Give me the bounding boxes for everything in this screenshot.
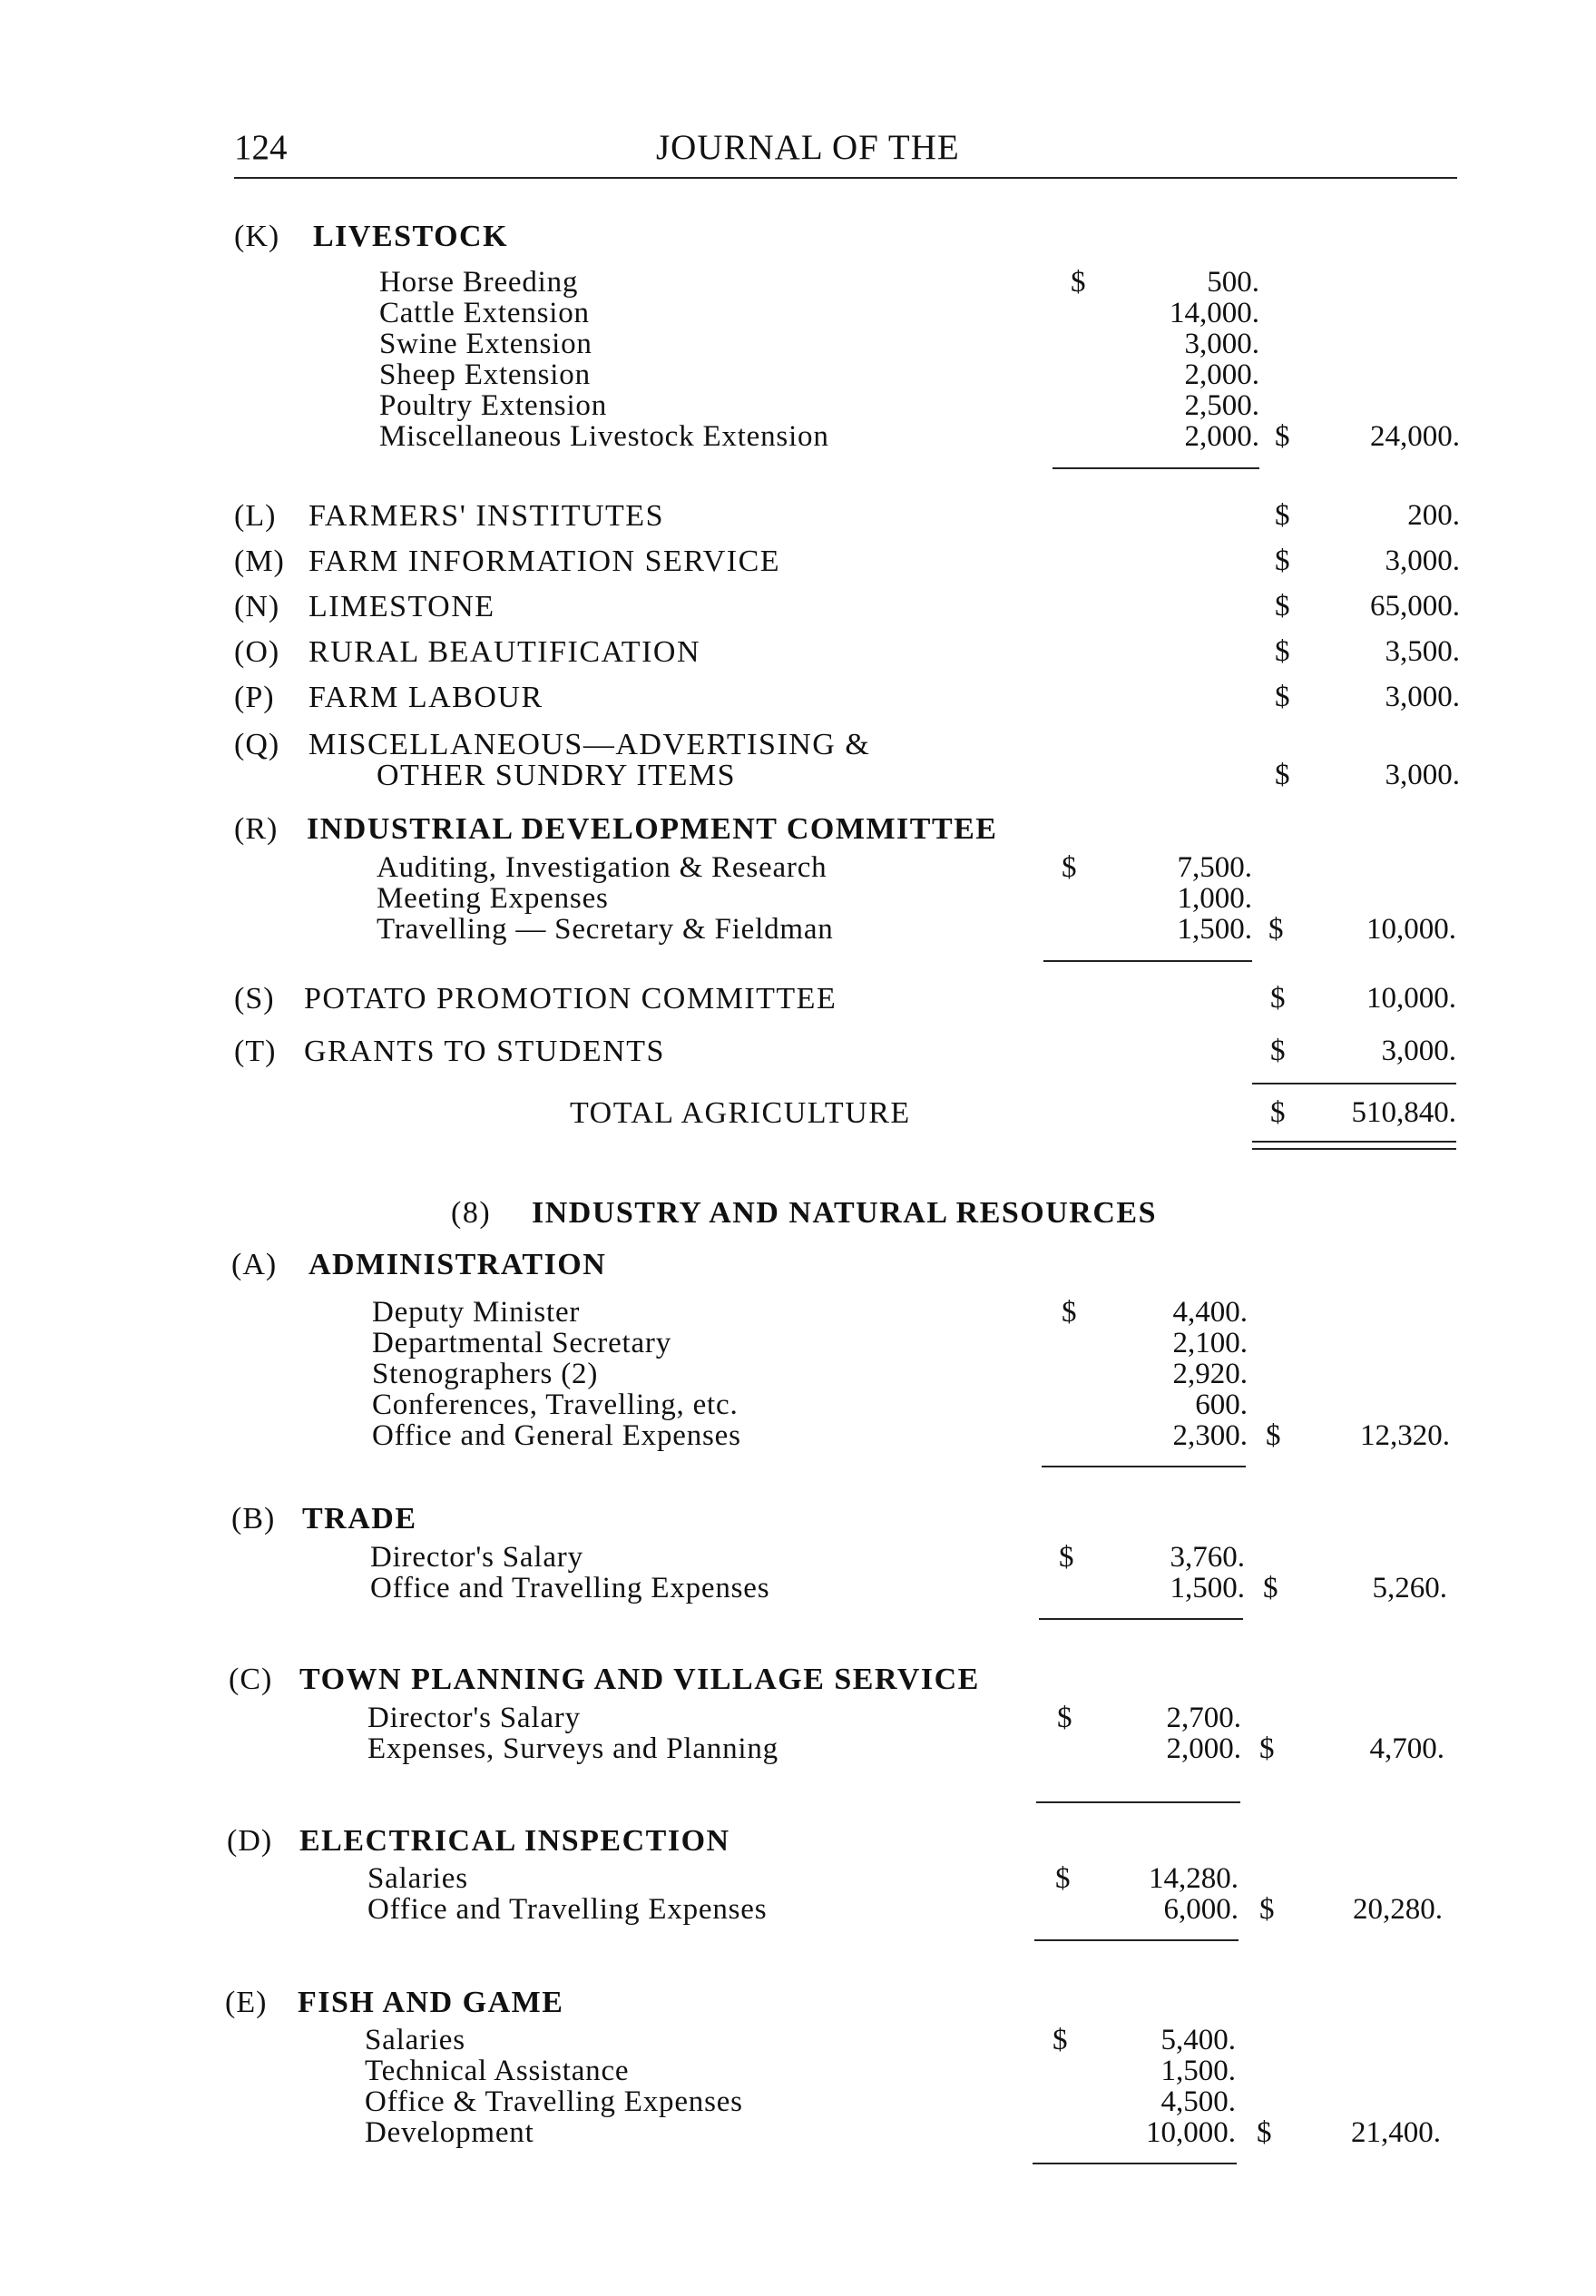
total-dollar-sign: $ xyxy=(1259,1893,1275,1926)
section-total: 3,500. xyxy=(1385,635,1460,668)
line-item-amount: 10,000. xyxy=(1146,2116,1236,2149)
subtotal-rule xyxy=(1039,1618,1243,1620)
line-item-amount: 500. xyxy=(1207,266,1259,299)
total-dollar-sign: $ xyxy=(1275,499,1290,532)
section-letter-c: (C) xyxy=(229,1663,273,1696)
line-item-amount: 1,500. xyxy=(1177,913,1252,946)
line-item-label: Horse Breeding xyxy=(379,266,579,299)
line-item-label: Office and Travelling Expenses xyxy=(370,1572,770,1604)
section-letter-n: (N) xyxy=(234,590,280,623)
total-dollar-sign: $ xyxy=(1275,545,1290,577)
total-dollar-sign: $ xyxy=(1266,1419,1281,1452)
line-item-amount: 2,300. xyxy=(1172,1419,1248,1452)
line-item-amount: 3,000. xyxy=(1184,328,1259,360)
page-header xyxy=(234,127,1457,174)
section-title-industrial-development: INDUSTRIAL DEVELOPMENT COMMITTEE xyxy=(307,812,998,846)
line-item-amount: 7,500. xyxy=(1177,851,1252,884)
line-item-amount: 2,920. xyxy=(1172,1358,1248,1390)
line-item-label: Director's Salary xyxy=(370,1541,583,1574)
line-item-amount: 2,000. xyxy=(1184,420,1259,453)
header-rule xyxy=(234,177,1457,179)
line-item-label: Director's Salary xyxy=(367,1702,581,1734)
line-item-amount: 3,760. xyxy=(1170,1541,1245,1574)
section-title-farm-information-service: FARM INFORMATION SERVICE xyxy=(308,545,781,578)
section-total: 20,280. xyxy=(1353,1893,1443,1926)
section-title-limestone: LIMESTONE xyxy=(308,590,495,623)
line-item-label: Stenographers (2) xyxy=(372,1358,599,1390)
dollar-sign: $ xyxy=(1059,1541,1074,1574)
line-item-label: Miscellaneous Livestock Extension xyxy=(379,420,829,453)
section-total: 10,000. xyxy=(1366,982,1456,1015)
section-letter-p: (P) xyxy=(234,681,275,714)
section-letter-o: (O) xyxy=(234,635,280,669)
section-total: 200. xyxy=(1407,499,1460,532)
section-title-trade: TRADE xyxy=(302,1502,417,1536)
dollar-sign: $ xyxy=(1055,1862,1071,1895)
line-item-label: Departmental Secretary xyxy=(372,1327,672,1359)
section-total: 12,320. xyxy=(1360,1419,1450,1452)
section-title-miscellaneous: MISCELLANEOUS—ADVERTISING & xyxy=(308,728,871,761)
line-item-label: Conferences, Travelling, etc. xyxy=(372,1388,739,1421)
running-title: JOURNAL OF THE xyxy=(656,128,960,167)
total-dollar-sign: $ xyxy=(1275,681,1290,713)
section-total: 21,400. xyxy=(1351,2116,1441,2149)
double-rule-top xyxy=(1252,1141,1456,1143)
section-letter-q: (Q) xyxy=(234,728,280,761)
section-title-town-planning: TOWN PLANNING AND VILLAGE SERVICE xyxy=(299,1663,980,1696)
grand-total-amount: 510,840. xyxy=(1351,1096,1456,1129)
section-letter-d: (D) xyxy=(227,1824,273,1858)
line-item-amount: 1,500. xyxy=(1160,2055,1236,2087)
section-title-farmers-institutes: FARMERS' INSTITUTES xyxy=(308,499,664,533)
section-title-fish-and-game: FISH AND GAME xyxy=(298,1986,564,2019)
section-total: 3,000. xyxy=(1385,759,1460,791)
section-total: 3,000. xyxy=(1385,545,1460,577)
subtotal-rule xyxy=(1036,1801,1240,1803)
line-item-amount: 2,000. xyxy=(1166,1732,1241,1765)
subtotal-rule xyxy=(1033,2163,1237,2164)
section-letter-b: (B) xyxy=(231,1502,276,1536)
line-item-label: Development xyxy=(365,2116,534,2149)
section-title-livestock: LIVESTOCK xyxy=(313,220,509,253)
subtotal-rule xyxy=(1043,960,1252,962)
line-item-label: Meeting Expenses xyxy=(377,882,609,915)
dollar-sign: $ xyxy=(1062,1296,1077,1329)
line-item-label: Cattle Extension xyxy=(379,297,590,329)
section-title-electrical-inspection: ELECTRICAL INSPECTION xyxy=(299,1824,730,1858)
section-title-miscellaneous-line2: OTHER SUNDRY ITEMS xyxy=(377,759,736,792)
section-title-rural-beautification: RURAL BEAUTIFICATION xyxy=(308,635,701,669)
section-total: 10,000. xyxy=(1366,913,1456,946)
dollar-sign: $ xyxy=(1053,2024,1068,2056)
total-dollar-sign: $ xyxy=(1263,1572,1278,1604)
line-item-label: Expenses, Surveys and Planning xyxy=(367,1732,778,1765)
total-dollar-sign: $ xyxy=(1275,635,1290,668)
section-letter-m: (M) xyxy=(234,545,285,578)
section-letter-l: (L) xyxy=(234,499,277,533)
section-title-farm-labour: FARM LABOUR xyxy=(308,681,543,714)
line-item-label: Poultry Extension xyxy=(379,389,608,422)
total-rule xyxy=(1252,1083,1456,1084)
dollar-sign: $ xyxy=(1057,1702,1072,1734)
section-title-administration: ADMINISTRATION xyxy=(308,1248,607,1281)
total-dollar-sign: $ xyxy=(1259,1732,1275,1765)
line-item-amount: 2,100. xyxy=(1172,1327,1248,1359)
section-title-grants-to-students: GRANTS TO STUDENTS xyxy=(304,1035,665,1068)
line-item-label: Office and General Expenses xyxy=(372,1419,741,1452)
total-dollar-sign: $ xyxy=(1270,982,1286,1015)
subtotal-rule xyxy=(1053,467,1259,469)
section-letter-k: (K) xyxy=(234,220,280,253)
section-letter-t: (T) xyxy=(234,1035,277,1068)
section-letter-r: (R) xyxy=(234,812,279,846)
line-item-amount: 14,000. xyxy=(1170,297,1259,329)
section-heading: INDUSTRY AND NATURAL RESOURCES xyxy=(532,1196,1157,1230)
grand-total-label: TOTAL AGRICULTURE xyxy=(570,1096,911,1130)
section-total: 4,700. xyxy=(1369,1732,1444,1765)
total-dollar-sign: $ xyxy=(1270,1035,1286,1067)
section-total: 65,000. xyxy=(1370,590,1460,623)
line-item-label: Technical Assistance xyxy=(365,2055,630,2087)
section-total: 24,000. xyxy=(1370,420,1460,453)
line-item-amount: 2,500. xyxy=(1184,389,1259,422)
line-item-amount: 2,000. xyxy=(1184,358,1259,391)
section-number: (8) xyxy=(451,1196,492,1230)
total-dollar-sign: $ xyxy=(1268,913,1284,946)
total-dollar-sign: $ xyxy=(1275,420,1290,453)
dollar-sign: $ xyxy=(1062,851,1077,884)
section-letter-s: (S) xyxy=(234,982,275,1016)
subtotal-rule xyxy=(1034,1939,1239,1941)
line-item-amount: 600. xyxy=(1195,1388,1248,1421)
section-total: 5,260. xyxy=(1372,1572,1447,1604)
total-dollar-sign: $ xyxy=(1257,2116,1272,2149)
line-item-amount: 1,500. xyxy=(1170,1572,1245,1604)
line-item-amount: 4,500. xyxy=(1160,2085,1236,2118)
section-total: 3,000. xyxy=(1381,1035,1456,1067)
line-item-amount: 2,700. xyxy=(1166,1702,1241,1734)
line-item-amount: 4,400. xyxy=(1172,1296,1248,1329)
line-item-label: Office and Travelling Expenses xyxy=(367,1893,768,1926)
line-item-amount: 1,000. xyxy=(1177,882,1252,915)
total-dollar-sign: $ xyxy=(1270,1096,1286,1129)
subtotal-rule xyxy=(1042,1466,1246,1467)
section-title-potato-promotion: POTATO PROMOTION COMMITTEE xyxy=(304,982,837,1016)
line-item-label: Salaries xyxy=(367,1862,468,1895)
page-number: 124 xyxy=(234,128,288,167)
total-dollar-sign: $ xyxy=(1275,759,1290,791)
line-item-label: Auditing, Investigation & Research xyxy=(377,851,827,884)
line-item-amount: 14,280. xyxy=(1149,1862,1239,1895)
line-item-label: Salaries xyxy=(365,2024,465,2056)
section-letter-e: (E) xyxy=(225,1986,268,2019)
total-dollar-sign: $ xyxy=(1275,590,1290,623)
section-total: 3,000. xyxy=(1385,681,1460,713)
dollar-sign: $ xyxy=(1071,266,1086,299)
double-rule-bottom xyxy=(1252,1148,1456,1150)
line-item-label: Deputy Minister xyxy=(372,1296,581,1329)
line-item-label: Office & Travelling Expenses xyxy=(365,2085,743,2118)
line-item-amount: 6,000. xyxy=(1163,1893,1239,1926)
line-item-label: Sheep Extension xyxy=(379,358,591,391)
line-item-label: Swine Extension xyxy=(379,328,592,360)
section-letter-a: (A) xyxy=(231,1248,278,1281)
line-item-amount: 5,400. xyxy=(1160,2024,1236,2056)
line-item-label: Travelling — Secretary & Fieldman xyxy=(377,913,834,946)
